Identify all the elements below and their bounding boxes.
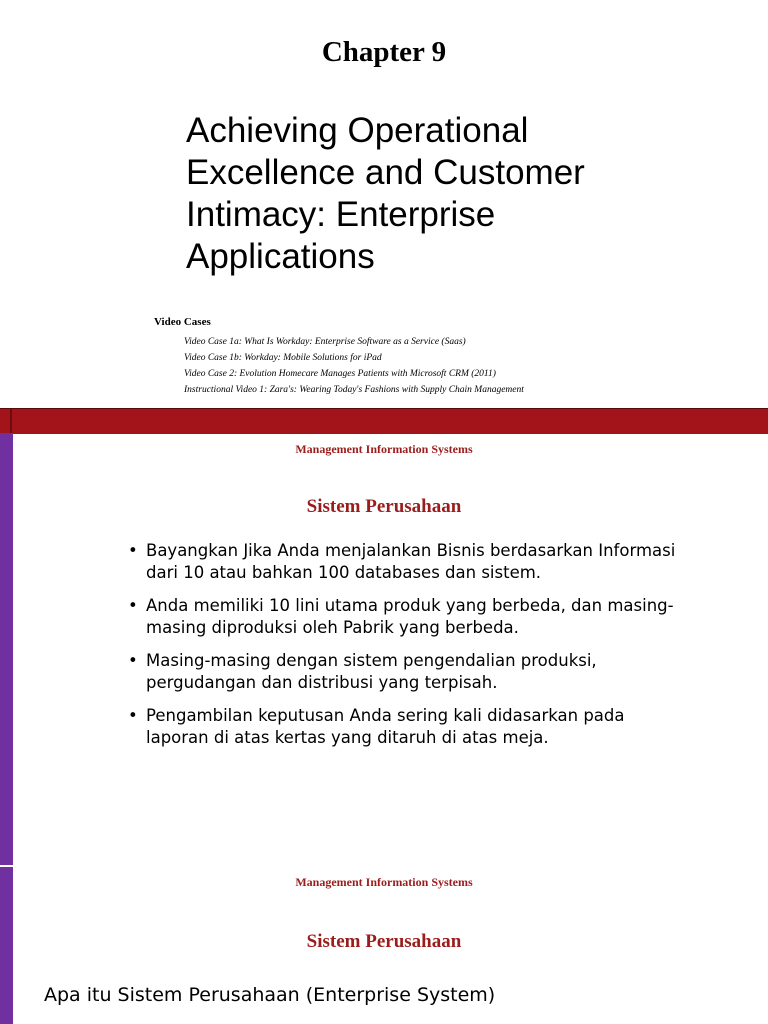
video-case-item: Video Case 1b: Workday: Mobile Solutions for iPad — [184, 353, 382, 363]
video-case-item: Video Case 2: Evolution Homecare Manages Patients with Microsoft CRM (2011) — [184, 369, 496, 379]
video-cases-list — [184, 334, 524, 398]
chapter-label: Chapter 9 — [321, 36, 447, 68]
bullet-list — [128, 540, 688, 760]
title-line: Excellence and Customer — [186, 153, 585, 192]
video-case-item: Instructional Video 1: Zara's: Wearing Today's Fashions with Supply Chain Management — [184, 385, 524, 395]
band-tick — [10, 409, 12, 434]
bullet-item: • Anda memiliki 10 lini utama produk yang berbeda, dan masing-masing diproduksi oleh Pabrik yang berbeda. — [128, 595, 688, 639]
slide-title — [0, 0, 768, 408]
title-line: Achieving Operational — [186, 111, 529, 150]
title-line: Applications — [186, 237, 375, 276]
bullet-item: • Bayangkan Jika Anda menjalankan Bisnis berdasarkan Informasi dari 10 atau bahkan 100 databases dan sistem. — [128, 540, 688, 584]
bullet-item: • Pengambilan keputusan Anda sering kali didasarkan pada laporan di atas kertas yang ditaruh di atas meja. — [128, 705, 688, 749]
slide-title-text — [186, 110, 746, 278]
slide-header: Management Information Systems — [295, 875, 473, 889]
bullet-item: • Masing-masing dengan sistem pengendalian produksi, pergudangan dan distribusi yang terpisah. — [128, 650, 688, 694]
section-heading: Sistem Perusahaan — [306, 496, 462, 517]
slide-divider-band — [0, 408, 768, 434]
slide-header: Management Information Systems — [295, 442, 473, 456]
body-text: Apa itu Sistem Perusahaan (Enterprise System) — [44, 984, 496, 1006]
section-heading: Sistem Perusahaan — [306, 931, 462, 952]
video-case-item: Video Case 1a: What Is Workday: Enterprise Software as a Service (Saas) — [184, 337, 466, 347]
title-line: Intimacy: Enterprise — [186, 195, 496, 234]
video-cases-heading: Video Cases — [154, 316, 211, 328]
